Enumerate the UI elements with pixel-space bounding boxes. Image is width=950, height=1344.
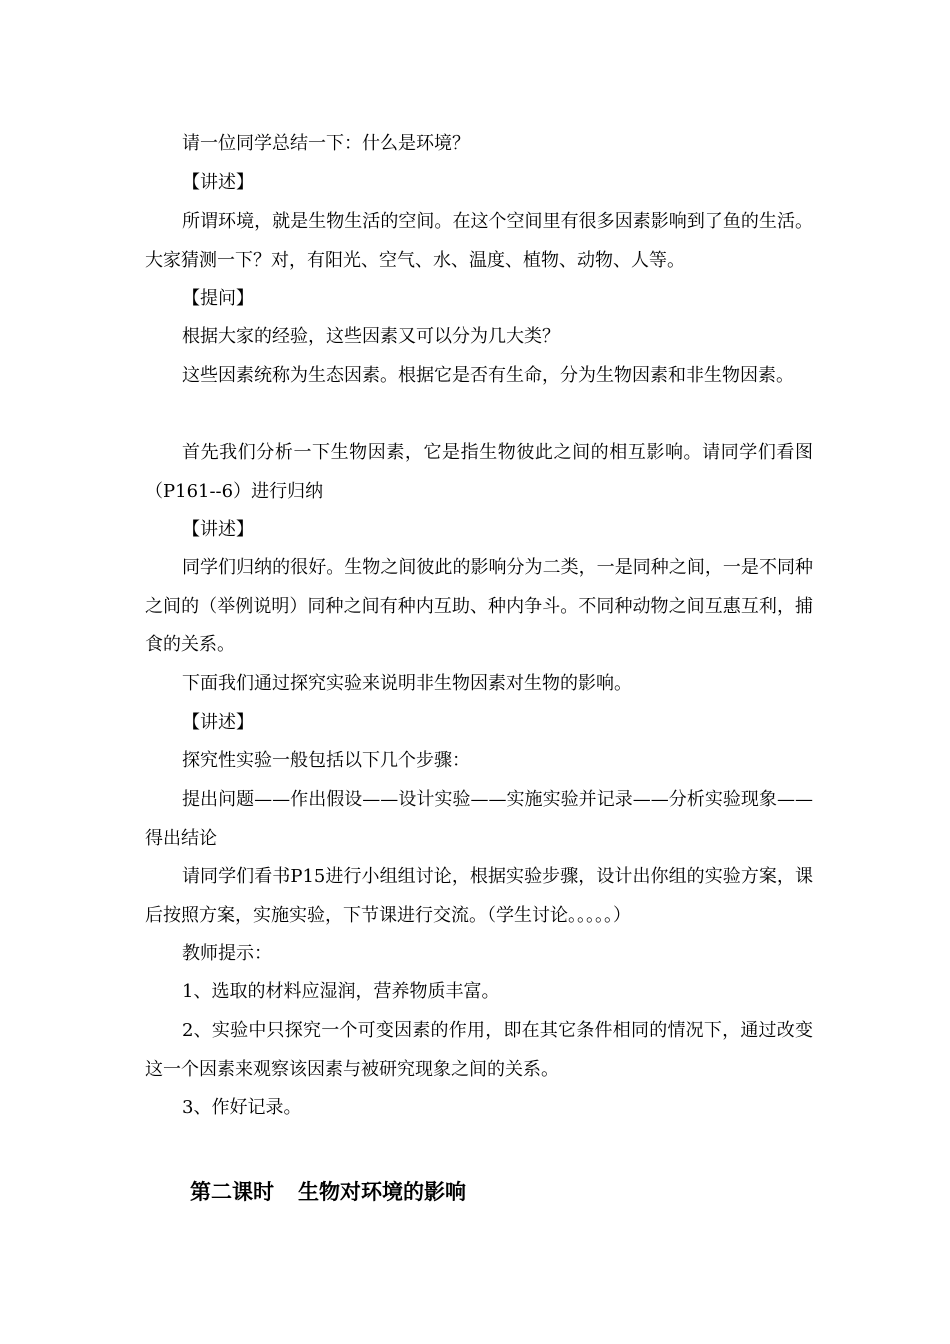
label-narration: 【讲述】: [182, 519, 254, 540]
label-narration: 【讲述】: [182, 172, 254, 193]
paragraph-environment-definition: 所谓环境，就是生物生活的空间。在这个空间里有很多因素影响到了鱼的生活。大家猜测一下？对，有阳光、空气、水、温度、植物、动物、人等。: [145, 211, 813, 271]
label-teacher-tips: 教师提示：: [182, 943, 272, 964]
tip-item-1: 1、选取的材料应湿润，营养物质丰富。: [182, 981, 500, 1002]
paragraph-ecological-factors: 这些因素统称为生态因素。根据它是否有生命，分为生物因素和非生物因素。: [182, 365, 794, 386]
paragraph-experiment-steps: 提出问题——作出假设——设计实验——实施实验并记录——分析实验现象——得出结论: [145, 789, 813, 849]
paragraph-abiotic-intro: 下面我们通过探究实验来说明非生物因素对生物的影响。: [182, 673, 632, 694]
paragraph-question-environment: 请一位同学总结一下：什么是环境？: [182, 133, 470, 154]
label-narration: 【讲述】: [182, 712, 254, 733]
section-heading: [190, 1174, 466, 1210]
paragraph-biotic-factors: 首先我们分析一下生物因素，它是指生物彼此之间的相互影响。请同学们看图（P161--6）进行归纳: [145, 442, 813, 502]
label-question: 【提问】: [182, 288, 254, 309]
paragraph-classification-question: 根据大家的经验，这些因素又可以分为几大类？: [182, 326, 560, 347]
paragraph-experiment-steps-intro: 探究性实验一般包括以下几个步骤：: [182, 750, 470, 771]
tip-item-3: 3、作好记录。: [182, 1097, 302, 1118]
tip-item-2: 2、实验中只探究一个可变因素的作用，即在其它条件相同的情况下，通过改变这一个因素来观察该因素与被研究现象之间的关系。: [145, 1020, 813, 1080]
section-heading-title: 生物对环境的影响: [298, 1180, 466, 1204]
section-heading-lesson: 第二课时: [190, 1180, 274, 1204]
paragraph-species-interactions: 同学们归纳的很好。生物之间彼此的影响分为二类，一是同种之间，一是不同种之间的（举例说明）同种之间有种内互助、种内争斗。不同种动物之间互惠互利，捕食的关系。: [145, 557, 813, 655]
paragraph-group-discussion: 请同学们看书P15进行小组组讨论，根据实验步骤，设计出你组的实验方案，课后按照方案，实施实验，下节课进行交流。（学生讨论。。。。。）: [145, 866, 813, 926]
